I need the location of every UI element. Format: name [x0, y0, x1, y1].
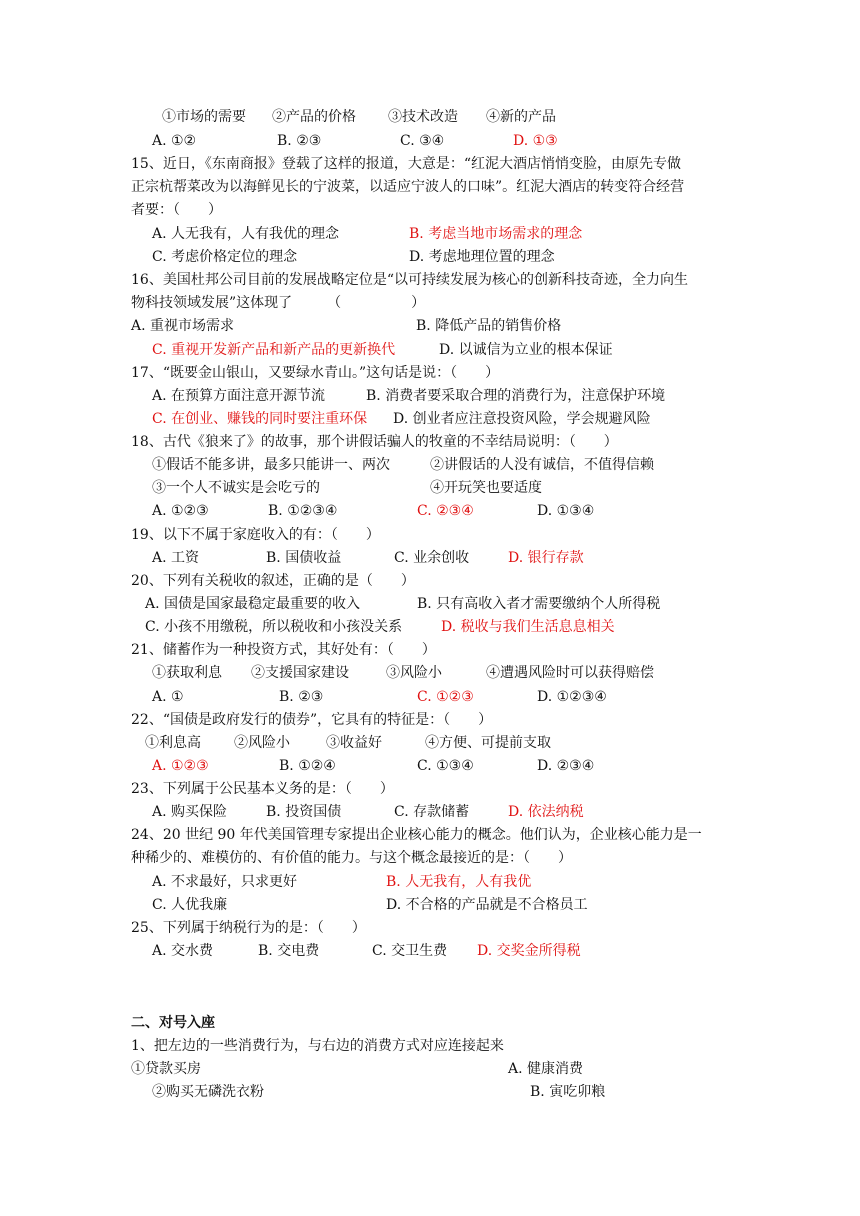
q23-stem: 23、下列属于公民基本义务的是：（ ） — [131, 781, 394, 797]
q21-choice-c-answer: C. ①②③ — [417, 689, 474, 705]
q25-stem: 25、下列属于纳税行为的是：（ ） — [131, 920, 366, 936]
q14-choice-b: B. ②③ — [277, 133, 322, 149]
q17-stem: 17、“既要金山银山，又要绿水青山。”这句话是说：（ ） — [131, 365, 500, 381]
q25-choice-c: C. 交卫生费 — [372, 943, 448, 959]
section-2-heading: 二、对号入座 — [131, 1015, 215, 1031]
q22-option-3: ③收益好 — [326, 735, 382, 751]
q25-choice-a: A. 交水费 — [152, 943, 214, 959]
q18-option-4: ④开玩笑也要适度 — [430, 480, 542, 496]
q20-choice-d-answer: D. 税收与我们生活息息相关 — [441, 619, 615, 635]
q22-choice-d: D. ②③④ — [537, 758, 595, 774]
q21-choice-d: D. ①②③④ — [537, 689, 607, 705]
q15-stem-line-2: 正宗杭帮菜改为以海鲜见长的宁波菜，以适应宁波人的口味”。红泥大酒店的转变符合经营 — [131, 179, 685, 195]
q14-option-2: ②产品的价格 — [272, 109, 356, 125]
q16-choice-c-answer: C. 重视开发新产品和新产品的更新换代 — [152, 342, 396, 358]
q24-choice-c: C. 人优我廉 — [152, 897, 228, 913]
section-2-question-1: 1、把左边的一些消费行为，与右边的消费方式对应连接起来 — [131, 1038, 504, 1054]
q22-option-4: ④方便、可提前支取 — [425, 735, 551, 751]
q17-choice-d: D. 创业者应注意投资风险，学会规避风险 — [393, 411, 651, 427]
q21-option-3: ③风险小 — [386, 665, 442, 681]
match-left-item-2: ②购买无磷洗衣粉 — [152, 1084, 264, 1100]
q14-choice-c: C. ③④ — [400, 133, 445, 149]
q16-stem-line-1: 16、美国杜邦公司目前的发展战略定位是“以可持续发展为核心的创新科技奇迹，全力向生 — [131, 272, 688, 288]
q23-choice-b: B. 投资国债 — [266, 804, 342, 820]
q14-option-4: ④新的产品 — [486, 109, 556, 125]
q14-choice-a: A. ①② — [152, 133, 197, 149]
q18-option-2: ②讲假话的人没有诚信，不值得信赖 — [430, 457, 654, 473]
q15-choice-c: C. 考虑价格定位的理念 — [152, 249, 298, 265]
q20-stem: 20、下列有关税收的叙述，正确的是（ ） — [131, 573, 415, 589]
q15-stem-line-3: 者要：（ ） — [131, 202, 222, 218]
q22-option-1: ①利息高 — [145, 735, 201, 751]
q23-choice-d-answer: D. 依法纳税 — [508, 804, 584, 820]
q21-option-4: ④遭遇风险时可以获得赔偿 — [486, 665, 654, 681]
q18-option-1: ①假话不能多讲，最多只能讲一、两次 — [152, 457, 390, 473]
q24-stem-line-2: 种稀少的、难模仿的、有价值的能力。与这个概念最接近的是：（ ） — [131, 850, 572, 866]
q21-choice-b: B. ②③ — [279, 689, 324, 705]
q23-choice-c: C. 存款储蓄 — [394, 804, 470, 820]
q16-choice-d: D. 以诚信为立业的根本保证 — [439, 342, 613, 358]
match-left-item-1: ①贷款买房 — [131, 1061, 201, 1077]
q20-choice-b: B. 只有高收入者才需要缴纳个人所得税 — [417, 596, 661, 612]
q18-choice-c-answer: C. ②③④ — [417, 503, 474, 519]
q22-stem: 22、“国债是政府发行的债券”，它具有的特征是：（ ） — [131, 712, 493, 728]
q24-choice-a: A. 不求最好，只求更好 — [152, 874, 298, 890]
q17-choice-b: B. 消费者要采取合理的消费行为，注意保护环境 — [366, 388, 666, 404]
q16-stem-line-2: 物科技领域发展”这体现了 （ ） — [131, 295, 426, 311]
q15-choice-b-answer: B. 考虑当地市场需求的理念 — [409, 226, 583, 242]
q15-choice-d: D. 考虑地理位置的理念 — [409, 249, 555, 265]
q14-option-3: ③技术改造 — [388, 109, 458, 125]
q18-choice-b: B. ①②③④ — [268, 503, 338, 519]
q22-option-2: ②风险小 — [234, 735, 290, 751]
q16-choice-a: A. 重视市场需求 — [131, 318, 235, 334]
q18-choice-a: A. ①②③ — [152, 503, 209, 519]
q18-choice-d: D. ①③④ — [537, 503, 595, 519]
q20-choice-a: A. 国债是国家最稳定最重要的收入 — [145, 596, 361, 612]
q18-option-3: ③一个人不诚实是会吃亏的 — [152, 480, 320, 496]
q19-choice-b: B. 国债收益 — [266, 550, 342, 566]
q14-choice-d-answer: D. ①③ — [513, 133, 558, 149]
q24-choice-d: D. 不合格的产品就是不合格员工 — [386, 897, 588, 913]
q22-choice-b: B. ①②④ — [279, 758, 336, 774]
q21-choice-a: A. ① — [152, 689, 184, 705]
q21-option-1: ①获取利息 — [152, 665, 222, 681]
q20-choice-c: C. 小孩不用缴税，所以税收和小孩没关系 — [145, 619, 403, 635]
q17-choice-a: A. 在预算方面注意开源节流 — [152, 388, 326, 404]
q19-choice-a: A. 工资 — [152, 550, 200, 566]
match-right-item-a: A. 健康消费 — [508, 1061, 584, 1077]
q15-choice-a: A. 人无我有，人有我优的理念 — [152, 226, 340, 242]
match-right-item-b: B. 寅吃卯粮 — [530, 1084, 606, 1100]
q23-choice-a: A. 购买保险 — [152, 804, 228, 820]
q19-stem: 19、以下不属于家庭收入的有：（ ） — [131, 527, 380, 543]
q15-stem-line-1: 15、近日，《东南商报》登载了这样的报道，大意是：“红泥大酒店悄悄变脸，由原先专做 — [131, 156, 681, 172]
q21-option-2: ②支援国家建设 — [251, 665, 349, 681]
q24-stem-line-1: 24、20 世纪 90 年代美国管理专家提出企业核心能力的概念。他们认为，企业核心能力是一 — [131, 827, 702, 843]
q14-option-1: ①市场的需要 — [162, 109, 246, 125]
q19-choice-c: C. 业余创收 — [394, 550, 470, 566]
q18-stem: 18、古代《狼来了》的故事，那个讲假话骗人的牧童的不幸结局说明：（ ） — [131, 434, 618, 450]
q25-choice-d-answer: D. 交奖金所得税 — [477, 943, 581, 959]
q25-choice-b: B. 交电费 — [258, 943, 320, 959]
q21-stem: 21、储蓄作为一种投资方式，其好处有：（ ） — [131, 642, 436, 658]
q16-choice-b: B. 降低产品的销售价格 — [416, 318, 562, 334]
q22-choice-a-answer: A. ①②③ — [152, 758, 209, 774]
q24-choice-b-answer: B. 人无我有，人有我优 — [386, 874, 532, 890]
q19-choice-d-answer: D. 银行存款 — [508, 550, 584, 566]
q22-choice-c: C. ①③④ — [417, 758, 474, 774]
q17-choice-c-answer: C. 在创业、赚钱的同时要注重环保 — [152, 411, 368, 427]
